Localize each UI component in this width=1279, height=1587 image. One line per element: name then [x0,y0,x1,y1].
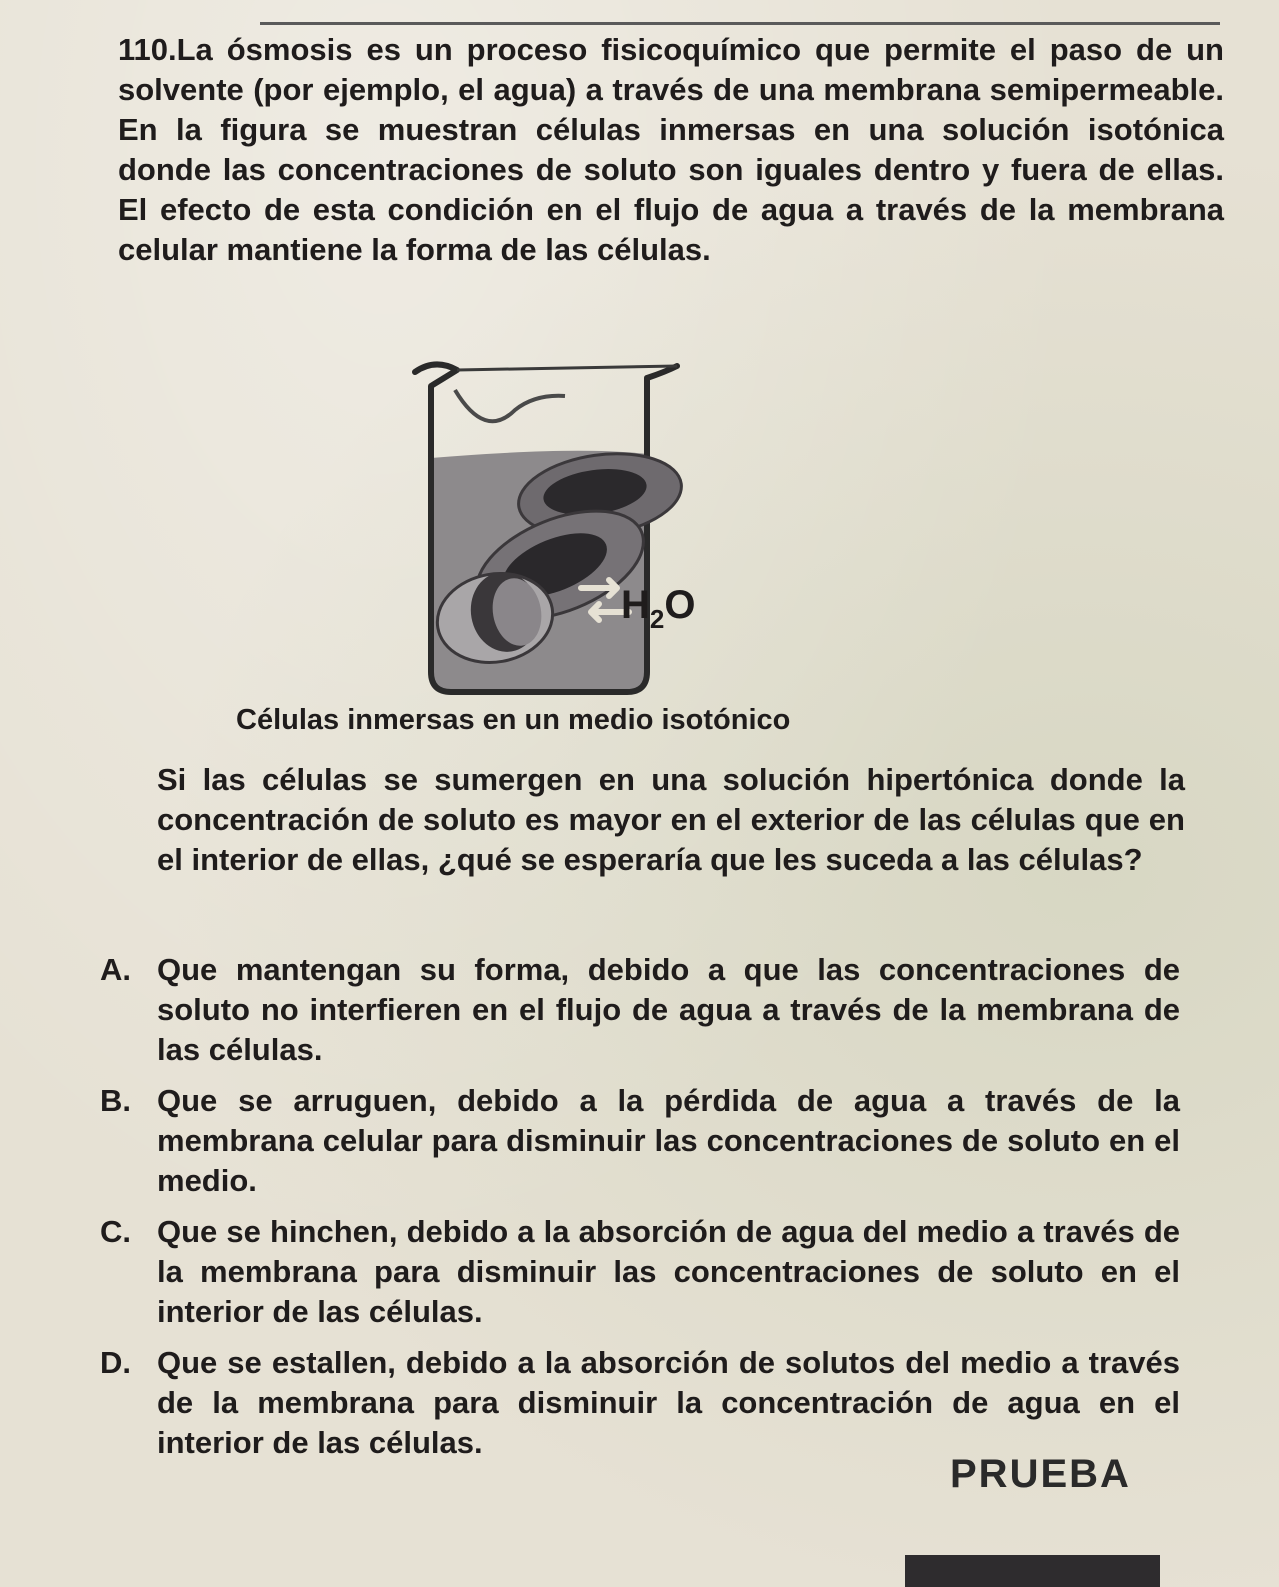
option-letter: B. [100,1083,131,1118]
option-d[interactable] [100,1343,1180,1463]
option-letter: A. [100,952,131,987]
question-prompt: Si las células se sumergen en una solución hipertónica donde la concentración de soluto es mayor en el exterior de las células que en el interior de ellas, ¿qué se esperaría que les suceda a las células? [157,762,1185,877]
figure-caption: Células inmersas en un medio isotónico [236,704,791,736]
beaker-rim [457,366,677,370]
top-rule [260,22,1220,25]
option-text: Que se arruguen, debido a la pérdida de agua a través de la membrana celular para disminuir las concentraciones de soluto en el medio. [157,1083,1180,1198]
option-text: Que mantengan su forma, debido a que las concentraciones de soluto no interfieren en el flujo de agua a través de la membrana de las células. [157,952,1180,1067]
option-text: Que se estallen, debido a la absorción de solutos del medio a través de la membrana para disminuir la concentración de agua en el interior de las células. [157,1345,1180,1460]
option-text: Que se hinchen, debido a la absorción de agua del medio a través de la membrana para disminuir las concentraciones de soluto en el interior de las células. [157,1214,1180,1329]
option-letter: C. [100,1214,131,1249]
question-intro-text: La ósmosis es un proceso fisicoquímico que permite el paso de un solvente (por ejemplo, el agua) a través de una membrana semipermeable. En la figura se muestran células inmersas en una solución isotónica donde las concentraciones de soluto son iguales dentro y fuera de ellas. El efecto de esta condición en el flujo de agua a través de la membrana celular mantiene la forma de las células. [118,32,1224,267]
h2o-label: $H_2O$ [621,583,696,634]
option-letter: D. [100,1345,131,1380]
question-intro [118,30,1224,270]
beaker-spout [455,390,565,421]
option-c[interactable] [100,1212,1180,1332]
option-b[interactable] [100,1081,1180,1201]
beaker-figure [395,350,755,725]
option-a[interactable] [100,950,1180,1070]
question-number: 110. [118,32,177,67]
footer-bar [905,1555,1160,1587]
footer-label: PRUEBA [950,1452,1131,1496]
